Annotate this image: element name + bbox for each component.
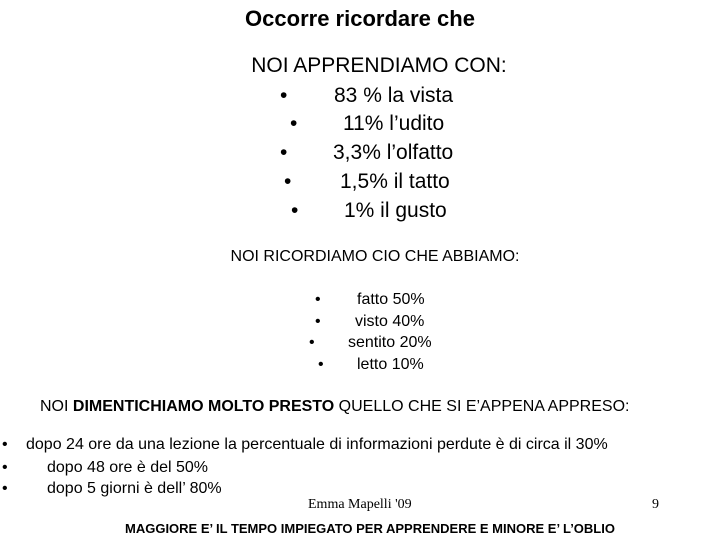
bullet-icon: • (280, 84, 288, 107)
remember-heading: NOI RICORDIAMO CIO CHE ABBIAMO: (230, 248, 520, 265)
learn-item-text: 11% l’udito (343, 112, 445, 135)
forget-heading (40, 398, 629, 416)
bullet-icon: • (315, 291, 321, 308)
author-credit: Emma Mapelli '09 (308, 497, 412, 512)
remember-item-text: sentito 20% (348, 334, 432, 351)
remember-item-text: visto 40% (355, 313, 425, 330)
learn-item (284, 170, 524, 198)
forget-item (2, 480, 302, 502)
bullet-icon: • (2, 480, 8, 497)
remember-item (309, 334, 469, 356)
footer-caption: MAGGIORE E’ IL TEMPO IMPIEGATO PER APPRENDERE E MINORE E’ L’OBLIO (125, 521, 615, 536)
bullet-icon: • (2, 459, 8, 476)
bullet-icon: • (290, 112, 298, 135)
bullet-icon: • (284, 170, 292, 193)
forget-heading-emphasis: DIMENTICHIAMO MOLTO PRESTO (72, 398, 335, 415)
learn-item-text: 83 % la vista (334, 84, 454, 107)
bullet-icon: • (309, 334, 315, 351)
learn-item (280, 141, 520, 169)
forget-item (2, 459, 302, 481)
learn-item (280, 84, 520, 112)
bullet-icon: • (315, 313, 321, 330)
forget-item-text: dopo 48 ore è del 50% (47, 459, 209, 476)
remember-item (318, 356, 478, 378)
bullet-icon: • (280, 141, 288, 164)
remember-item-text: letto 10% (357, 356, 424, 373)
bullet-icon: • (291, 199, 299, 222)
forget-heading-suffix: QUELLO CHE SI E’APPENA APPRESO: (334, 398, 630, 415)
bullet-icon: • (318, 356, 324, 373)
remember-item (315, 291, 475, 313)
learn-item-text: 1,5% il tatto (340, 170, 450, 193)
learn-item (291, 199, 531, 227)
forget-heading-prefix: NOI (40, 398, 73, 415)
learn-item-text: 1% il gusto (344, 199, 447, 222)
learn-heading: NOI APPRENDIAMO CON: (251, 54, 507, 77)
forget-item-text: dopo 5 giorni è dell’ 80% (47, 480, 222, 497)
page-number: 9 (652, 497, 659, 512)
remember-item-text: fatto 50% (357, 291, 425, 308)
learn-item (290, 112, 530, 140)
bullet-icon: • (2, 436, 8, 453)
forget-item-text: dopo 24 ore da una lezione la percentuale di informazioni perdute è di circa il 30% (26, 436, 608, 453)
remember-item (315, 313, 475, 335)
slide-title: Occorre ricordare che (245, 6, 475, 31)
forget-item (2, 436, 702, 458)
learn-item-text: 3,3% l’olfatto (333, 141, 454, 164)
